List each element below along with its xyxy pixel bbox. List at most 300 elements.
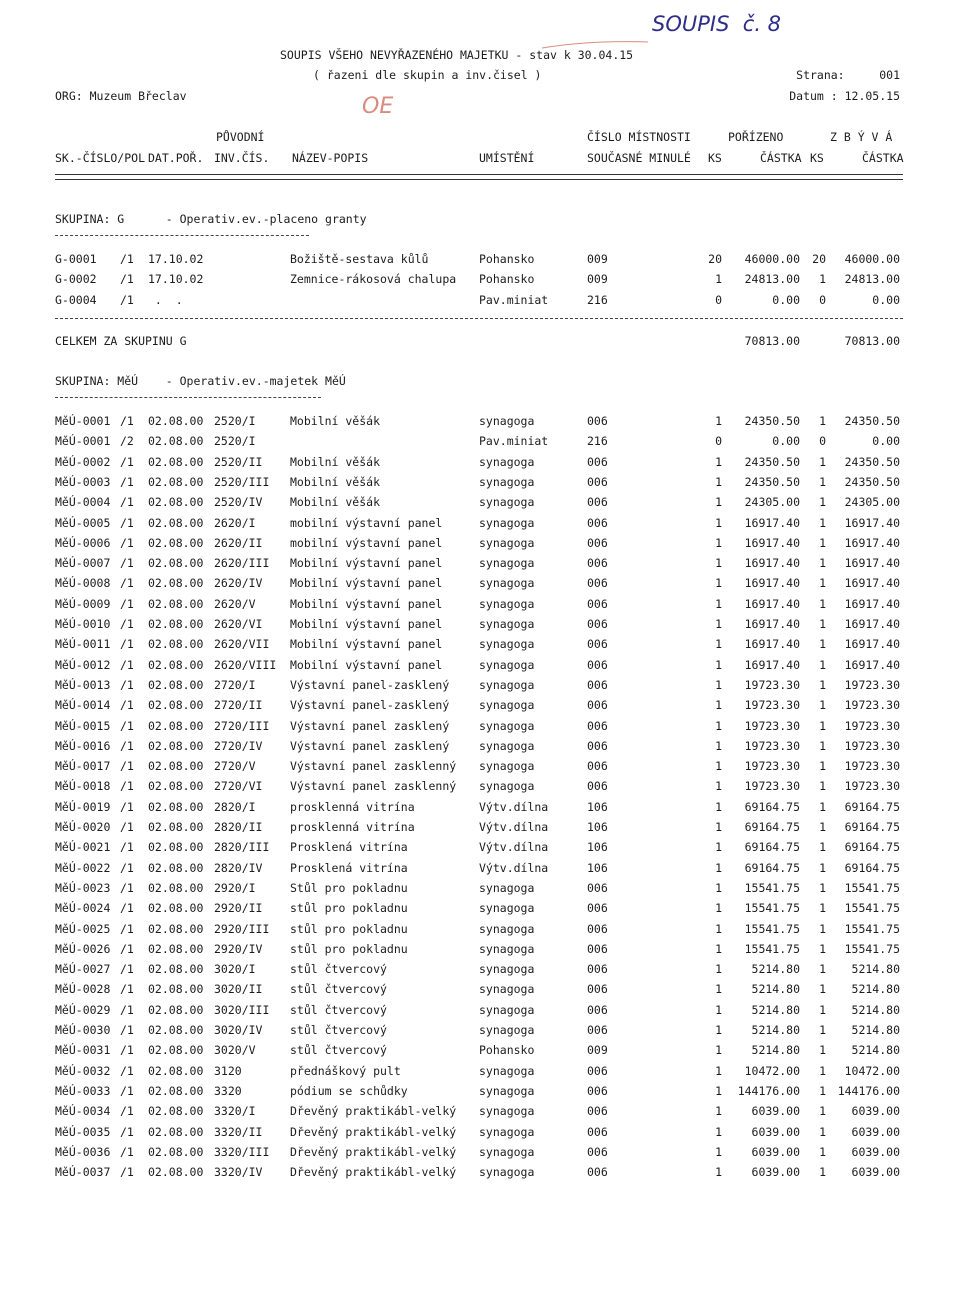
table-row [0, 249, 960, 269]
item-location: synagoga [479, 637, 535, 652]
item-pol: /1 [120, 718, 134, 733]
item-code: G-0004 [55, 292, 97, 307]
item-qty-remaining: 1 [819, 1144, 826, 1159]
item-room: 006 [587, 677, 608, 692]
item-inv-number: 2620/V [214, 596, 256, 611]
item-inv-number: 3320/IV [214, 1165, 263, 1180]
item-qty-remaining: 1 [819, 272, 826, 287]
item-code: MěÚ-0016 [55, 738, 111, 753]
col-header-ks-porizeno: KS [708, 151, 722, 165]
item-name: Mobilní věšák [290, 495, 381, 510]
item-qty-acquired: 1 [715, 1063, 722, 1078]
item-location: synagoga [479, 556, 535, 571]
table-row [0, 695, 960, 715]
item-pol: /1 [120, 596, 134, 611]
item-pol: /1 [120, 1083, 134, 1098]
item-date: 02.08.00 [148, 962, 204, 977]
item-code: MěÚ-0011 [55, 637, 111, 652]
item-inv-number: 3320/I [214, 1104, 256, 1119]
table-row [0, 837, 960, 857]
item-room: 006 [587, 474, 608, 489]
item-name: stůl pro pokladnu [290, 941, 408, 956]
item-qty-remaining: 1 [819, 921, 826, 936]
item-amount-acquired: 69164.75 [744, 860, 800, 875]
item-name: Mobilní výstavní panel [290, 576, 443, 591]
table-row [0, 1040, 960, 1060]
item-code: MěÚ-0001 [55, 414, 111, 428]
item-amount-acquired: 69164.75 [744, 820, 800, 834]
item-room: 006 [587, 1023, 608, 1037]
item-amount-remaining: 15541.75 [844, 901, 900, 916]
item-pol: /1 [120, 1063, 134, 1078]
item-room: 106 [587, 840, 608, 855]
table-row [0, 776, 960, 796]
table-row [0, 898, 960, 918]
item-room: 006 [587, 901, 608, 916]
item-date: 02.08.00 [148, 698, 204, 713]
item-qty-remaining: 1 [819, 880, 826, 895]
item-code: MěÚ-0003 [55, 474, 111, 489]
item-location: synagoga [479, 1144, 535, 1159]
item-amount-remaining: 69164.75 [844, 840, 900, 855]
table-row [0, 1061, 960, 1081]
item-qty-acquired: 1 [715, 1043, 722, 1058]
item-inv-number: 3320/III [214, 1144, 270, 1159]
item-room: 006 [587, 698, 608, 713]
col-header-umisteni: UMÍSTĚNÍ [479, 151, 535, 165]
item-pol: /1 [120, 921, 134, 936]
item-name: prosklenná vitrína [290, 799, 415, 814]
item-qty-acquired: 1 [715, 576, 722, 591]
item-location: synagoga [479, 880, 535, 895]
table-row [0, 878, 960, 898]
item-amount-acquired: 19723.30 [744, 698, 800, 713]
item-amount-acquired: 5214.80 [751, 1002, 800, 1017]
item-location: synagoga [479, 1023, 535, 1037]
item-location: Pohansko [479, 252, 535, 266]
item-pol: /1 [120, 759, 134, 774]
col-header-cislo-mistnosti: ČÍSLO MÍSTNOSTI [587, 130, 691, 144]
item-code: MěÚ-0015 [55, 718, 111, 733]
item-amount-remaining: 46000.00 [844, 252, 900, 266]
item-qty-remaining: 1 [819, 1083, 826, 1098]
item-inv-number: 2820/II [214, 820, 263, 834]
item-room: 006 [587, 718, 608, 733]
item-code: MěÚ-0032 [55, 1063, 111, 1078]
item-amount-remaining: 19723.30 [844, 677, 900, 692]
item-inv-number: 3020/I [214, 962, 256, 977]
item-qty-acquired: 1 [715, 1023, 722, 1037]
item-qty-acquired: 1 [715, 738, 722, 753]
item-qty-acquired: 1 [715, 718, 722, 733]
item-amount-remaining: 15541.75 [844, 880, 900, 895]
item-qty-remaining: 1 [819, 474, 826, 489]
table-row [0, 492, 960, 512]
item-name: Výstavní panel zasklenný [290, 759, 457, 774]
item-amount-acquired: 0.00 [772, 434, 800, 449]
item-room: 009 [587, 1043, 608, 1058]
table-row [0, 269, 960, 289]
item-pol: /1 [120, 901, 134, 916]
item-inv-number: 2820/IV [214, 860, 263, 875]
item-pol: /1 [120, 1023, 134, 1037]
item-pol: /1 [120, 1104, 134, 1119]
item-code: MěÚ-0001 [55, 434, 111, 449]
item-qty-remaining: 1 [819, 1002, 826, 1017]
item-room: 106 [587, 860, 608, 875]
item-qty-acquired: 1 [715, 454, 722, 469]
item-inv-number: 3320 [214, 1083, 242, 1098]
item-location: synagoga [479, 515, 535, 530]
item-amount-remaining: 19723.30 [844, 698, 900, 713]
item-amount-acquired: 15541.75 [744, 880, 800, 895]
item-code: MěÚ-0022 [55, 860, 111, 875]
table-row [0, 472, 960, 492]
item-qty-remaining: 1 [819, 820, 826, 834]
item-name: Výstavní panel-zasklený [290, 677, 450, 692]
item-location: synagoga [479, 657, 535, 672]
item-qty-acquired: 1 [715, 657, 722, 672]
item-amount-remaining: 15541.75 [844, 941, 900, 956]
item-qty-remaining: 1 [819, 941, 826, 956]
col-header-sk-cislo: SK.-ČÍSLO/POL [55, 151, 146, 165]
item-qty-acquired: 1 [715, 799, 722, 814]
item-name: Mobilní výstavní panel [290, 617, 443, 631]
item-inv-number: 2520/II [214, 454, 263, 469]
item-amount-remaining: 6039.00 [851, 1104, 900, 1119]
col-header-porizeno: POŘÍZENO [728, 130, 784, 144]
item-location: synagoga [479, 718, 535, 733]
item-qty-acquired: 1 [715, 860, 722, 875]
item-amount-remaining: 16917.40 [844, 515, 900, 530]
item-name: mobilní výstavní panel [290, 515, 443, 530]
item-pol: /1 [120, 941, 134, 956]
item-amount-acquired: 24305.00 [744, 495, 800, 510]
item-qty-remaining: 0 [819, 292, 826, 307]
item-location: synagoga [479, 596, 535, 611]
item-qty-remaining: 1 [819, 718, 826, 733]
item-location: synagoga [479, 1063, 535, 1078]
item-location: Pohansko [479, 272, 535, 287]
item-name: Prosklená vitrína [290, 840, 408, 855]
item-inv-number: 3320/II [214, 1124, 263, 1139]
item-amount-remaining: 69164.75 [844, 860, 900, 875]
item-amount-remaining: 0.00 [872, 434, 900, 449]
item-amount-acquired: 16917.40 [744, 657, 800, 672]
item-qty-acquired: 1 [715, 921, 722, 936]
item-code: MěÚ-0020 [55, 820, 111, 834]
item-code: MěÚ-0036 [55, 1144, 111, 1159]
item-name: stůl čtvercový [290, 1043, 387, 1058]
handwritten-soupis-note: SOUPIS č. 8 [652, 12, 782, 36]
item-location: synagoga [479, 454, 535, 469]
group-g-separator [55, 318, 903, 319]
item-amount-remaining: 5214.80 [851, 1043, 900, 1058]
item-amount-acquired: 16917.40 [744, 596, 800, 611]
report-subtitle: ( řazeni dle skupin a inv.čisel ) [313, 68, 542, 82]
table-row [0, 817, 960, 837]
item-amount-acquired: 16917.40 [744, 637, 800, 652]
item-inv-number: 3120 [214, 1063, 242, 1078]
item-name: Dřevěný praktikábl-velký [290, 1144, 457, 1159]
item-qty-acquired: 1 [715, 474, 722, 489]
group-g-heading: SKUPINA: G - Operativ.ev.-placeno granty [55, 212, 367, 226]
item-date: 17.10.02 [148, 272, 204, 287]
item-code: MěÚ-0025 [55, 921, 111, 936]
item-room: 006 [587, 495, 608, 510]
item-location: synagoga [479, 1002, 535, 1017]
item-inv-number: 2520/IV [214, 495, 263, 510]
item-inv-number: 2620/VIII [214, 657, 277, 672]
item-location: Výtv.dílna [479, 820, 549, 834]
item-location: synagoga [479, 535, 535, 550]
item-room: 006 [587, 1165, 608, 1180]
item-qty-acquired: 1 [715, 982, 722, 997]
item-location: synagoga [479, 1104, 535, 1119]
item-date: 02.08.00 [148, 901, 204, 916]
table-row [0, 797, 960, 817]
col-header-puvodni: PŮVODNÍ [216, 130, 265, 144]
item-qty-acquired: 1 [715, 637, 722, 652]
item-pol: /1 [120, 779, 134, 794]
table-row [0, 614, 960, 634]
item-location: Pav.miniat [479, 292, 549, 307]
col-header-zbyva: Z B Ý V Á [830, 130, 893, 144]
item-amount-acquired: 19723.30 [744, 677, 800, 692]
item-amount-remaining: 6039.00 [851, 1144, 900, 1159]
item-inv-number: 2620/VII [214, 637, 270, 652]
item-qty-remaining: 1 [819, 982, 826, 997]
item-code: MěÚ-0004 [55, 495, 111, 510]
item-name: Mobilní výstavní panel [290, 556, 443, 571]
item-inv-number: 2920/I [214, 880, 256, 895]
item-date: 02.08.00 [148, 677, 204, 692]
item-amount-remaining: 19723.30 [844, 718, 900, 733]
item-amount-remaining: 16917.40 [844, 637, 900, 652]
item-qty-acquired: 1 [715, 840, 722, 855]
item-pol: /1 [120, 982, 134, 997]
col-header-inv-cis: INV.ČÍS. [214, 151, 270, 165]
item-pol: /1 [120, 860, 134, 875]
item-code: MěÚ-0029 [55, 1002, 111, 1017]
item-date: 02.08.00 [148, 414, 204, 428]
item-name: prosklenná vitrína [290, 820, 415, 834]
item-name: Prosklená vitrína [290, 860, 408, 875]
item-code: MěÚ-0006 [55, 535, 111, 550]
item-qty-acquired: 20 [708, 252, 722, 266]
item-location: synagoga [479, 779, 535, 794]
item-code: MěÚ-0019 [55, 799, 111, 814]
item-pol: /1 [120, 1124, 134, 1139]
item-location: synagoga [479, 576, 535, 591]
item-name: Výstavní panel zasklenný [290, 779, 457, 794]
item-code: G-0001 [55, 252, 97, 266]
table-row [0, 675, 960, 695]
group-meu-underline [55, 397, 321, 398]
item-amount-acquired: 24350.50 [744, 454, 800, 469]
item-qty-acquired: 1 [715, 1124, 722, 1139]
item-name: stůl pro pokladnu [290, 901, 408, 916]
item-name: Výstavní panel-zasklený [290, 698, 450, 713]
item-date: 02.08.00 [148, 799, 204, 814]
item-date: 02.08.00 [148, 820, 204, 834]
item-qty-acquired: 1 [715, 901, 722, 916]
item-room: 006 [587, 941, 608, 956]
item-amount-acquired: 10472.00 [744, 1063, 800, 1078]
item-amount-remaining: 16917.40 [844, 576, 900, 591]
item-room: 006 [587, 1002, 608, 1017]
item-qty-remaining: 1 [819, 677, 826, 692]
item-pol: /1 [120, 515, 134, 530]
item-pol: /1 [120, 617, 134, 631]
item-amount-remaining: 16917.40 [844, 596, 900, 611]
item-amount-acquired: 19723.30 [744, 738, 800, 753]
item-qty-acquired: 0 [715, 434, 722, 449]
item-location: synagoga [479, 982, 535, 997]
item-room: 006 [587, 637, 608, 652]
item-qty-remaining: 1 [819, 1043, 826, 1058]
item-room: 006 [587, 982, 608, 997]
table-row [0, 513, 960, 533]
item-qty-remaining: 1 [819, 759, 826, 774]
group-g-underline [55, 235, 309, 236]
item-amount-acquired: 15541.75 [744, 901, 800, 916]
item-name: Stůl pro pokladnu [290, 880, 408, 895]
col-header-nazev: NÁZEV-POPIS [292, 151, 369, 165]
item-qty-remaining: 1 [819, 860, 826, 875]
item-room: 006 [587, 596, 608, 611]
item-pol: /1 [120, 738, 134, 753]
item-room: 216 [587, 292, 608, 307]
item-pol: /1 [120, 272, 134, 287]
group-g-total-porizeno: 70813.00 [744, 334, 800, 348]
table-row [0, 858, 960, 878]
item-inv-number: 2820/I [214, 799, 256, 814]
item-pol: /1 [120, 657, 134, 672]
item-date: 02.08.00 [148, 1023, 204, 1037]
item-inv-number: 3020/III [214, 1002, 270, 1017]
item-amount-remaining: 5214.80 [851, 962, 900, 977]
table-row [0, 959, 960, 979]
item-amount-acquired: 19723.30 [744, 759, 800, 774]
item-amount-acquired: 6039.00 [751, 1104, 800, 1119]
item-qty-acquired: 1 [715, 880, 722, 895]
item-code: MěÚ-0012 [55, 657, 111, 672]
report-title: SOUPIS VŠEHO NEVYŘAZENÉHO MAJETKU - stav k 30.04.15 [280, 48, 634, 62]
item-qty-remaining: 1 [819, 576, 826, 591]
item-inv-number: 2620/II [214, 535, 263, 550]
item-code: MěÚ-0014 [55, 698, 111, 713]
item-pol: /1 [120, 535, 134, 550]
item-amount-remaining: 16917.40 [844, 535, 900, 550]
page-number: Strana: 001 [796, 68, 900, 82]
item-amount-acquired: 15541.75 [744, 921, 800, 936]
item-qty-remaining: 1 [819, 1124, 826, 1139]
item-qty-remaining: 1 [819, 698, 826, 713]
item-location: synagoga [479, 495, 535, 510]
item-name: pódium se schůdky [290, 1083, 408, 1098]
item-date: 02.08.00 [148, 1124, 204, 1139]
item-qty-acquired: 1 [715, 515, 722, 530]
table-row [0, 1000, 960, 1020]
item-name: Mobilní věšák [290, 454, 381, 469]
item-date: 02.08.00 [148, 617, 204, 631]
item-date: 02.08.00 [148, 860, 204, 875]
item-date: 02.08.00 [148, 596, 204, 611]
item-amount-remaining: 69164.75 [844, 799, 900, 814]
item-amount-remaining: 10472.00 [844, 1063, 900, 1078]
item-room: 006 [587, 556, 608, 571]
item-qty-remaining: 1 [819, 1165, 826, 1180]
item-amount-acquired: 16917.40 [744, 556, 800, 571]
item-location: synagoga [479, 759, 535, 774]
item-amount-remaining: 5214.80 [851, 1002, 900, 1017]
item-room: 006 [587, 414, 608, 428]
item-amount-acquired: 19723.30 [744, 779, 800, 794]
item-location: Výtv.dílna [479, 840, 549, 855]
item-qty-remaining: 1 [819, 637, 826, 652]
item-date: 02.08.00 [148, 880, 204, 895]
item-location: synagoga [479, 738, 535, 753]
table-row [0, 736, 960, 756]
item-amount-acquired: 0.00 [772, 292, 800, 307]
item-date: 02.08.00 [148, 576, 204, 591]
item-date: 02.08.00 [148, 1063, 204, 1078]
item-name: stůl pro pokladnu [290, 921, 408, 936]
item-name: Mobilní výstavní panel [290, 657, 443, 672]
item-qty-remaining: 1 [819, 779, 826, 794]
item-date: 02.08.00 [148, 982, 204, 997]
item-pol: /1 [120, 962, 134, 977]
item-amount-remaining: 5214.80 [851, 982, 900, 997]
item-code: MěÚ-0008 [55, 576, 111, 591]
item-qty-acquired: 1 [715, 556, 722, 571]
item-date: 02.08.00 [148, 921, 204, 936]
item-room: 006 [587, 1063, 608, 1078]
item-qty-remaining: 1 [819, 495, 826, 510]
table-row [0, 431, 960, 451]
item-amount-acquired: 16917.40 [744, 515, 800, 530]
item-name: Výstavní panel zasklený [290, 738, 450, 753]
item-date: 02.08.00 [148, 738, 204, 753]
item-qty-remaining: 1 [819, 414, 826, 428]
item-date: 02.08.00 [148, 941, 204, 956]
item-amount-acquired: 5214.80 [751, 1023, 800, 1037]
item-location: synagoga [479, 617, 535, 631]
item-code: MěÚ-0007 [55, 556, 111, 571]
table-row [0, 452, 960, 472]
item-pol: /1 [120, 880, 134, 895]
item-code: MěÚ-0035 [55, 1124, 111, 1139]
item-room: 006 [587, 1144, 608, 1159]
item-amount-acquired: 6039.00 [751, 1144, 800, 1159]
table-row [0, 1142, 960, 1162]
item-room: 006 [587, 1083, 608, 1098]
item-amount-remaining: 16917.40 [844, 617, 900, 631]
handwritten-oe-note: OE [362, 94, 394, 119]
table-row [0, 533, 960, 553]
item-inv-number: 2920/IV [214, 941, 263, 956]
item-inv-number: 2920/III [214, 921, 270, 936]
item-amount-acquired: 16917.40 [744, 576, 800, 591]
item-amount-acquired: 15541.75 [744, 941, 800, 956]
header-double-rule [55, 174, 903, 180]
item-qty-acquired: 1 [715, 617, 722, 631]
item-room: 006 [587, 576, 608, 591]
table-row [0, 1122, 960, 1142]
group-g-total-zbyva: 70813.00 [844, 334, 900, 348]
report-date: Datum : 12.05.15 [789, 89, 900, 103]
